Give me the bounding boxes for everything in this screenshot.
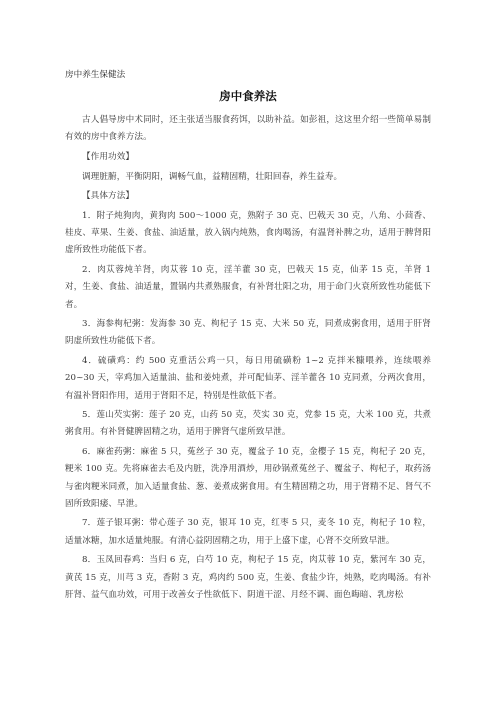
intro-paragraph: 古人倡导房中术同时，还主张适当服食药饵，以助补益。如彭祖，这这里介绍一些简单易制有效的房中食养方法。 [65,115,431,143]
method-item: 4．硫磺鸡：约 500 克重活公鸡一只，每日用硫磺粉 1~2 克拌米糠喂养，连续喂养 20~30 天，宰鸡加入适量油、盐和姜炖煮，并可配仙茅、淫羊藿各 10 克同煮，分两次食用，有温补肾阳作用，适用于肾阳不足，特别是性欲低下者。 [65,356,431,401]
method-item: 2．肉苁蓉炖羊肾，肉苁蓉 10 克，淫羊藿 30 克，巴戟天 15 克，仙茅 15 克，羊肾 1 对，生姜、食盐、油适量，置锅内共煮熟服食，有补肾壮阳之功，用于命门火衰所致性功能低下者。 [65,265,431,310]
method-item: 3．海参枸杞粥：发海参 30 克、枸杞子 15 克、大米 50 克，同煮成粥食用，适用于肝肾阴虚所致性功能低下者。 [65,319,431,347]
method-item: 1．附子炖狗肉，黄狗肉 500～1000 克，熟附子 30 克、巴戟天 30 克，八角、小茴香、桂皮、草果、生姜、食盐、油适量，放入锅内炖熟，食肉喝汤，有温肾补脾之功，适用于脾肾阳虚所致性功能低下者。 [65,211,431,256]
method-item: 8．玉凤回春鸡：当归 6 克，白芍 10 克，枸杞子 15 克，肉苁蓉 10 克，紫河车 30 克，黄芪 15 克，川芎 3 克，香附 3 克，鸡肉约 500 克，生姜、食盐少许，炖熟，吃肉喝汤。有补肝肾、益气血功效，可用于改善女子性欲低下、阴道干涩、月经不调、面色晦暗、乳房松 [65,555,431,600]
running-header: 房中养生保健法 [65,70,126,80]
method-item: 6．麻雀药粥：麻雀 5 只，菟丝子 30 克，覆盆子 10 克，金樱子 15 克，枸杞子 20 克，粳米 100 克。先将麻雀去毛及内脏，洗净用酒炒，用砂锅煮菟丝子、覆盆子、枸杞子，取药汤与雀肉粳米同煮，加入适量食盐、葱、姜煮成粥食用。有生精固精之功，用于肾精不足、肾气不固所致阳痿、早泄。 [65,447,431,509]
method-heading: 【具体方法】 [82,191,135,202]
effect-heading: 【作用功效】 [82,151,135,162]
method-item: 5．莲山芡实粥：莲子 20 克，山药 50 克，芡实 30 克，党参 15 克，大米 100 克，共煮粥食用。有补肾健脾固精之功，适用于脾肾气虚所致早泄。 [65,410,431,438]
document-body [65,112,431,606]
method-item: 7．莲子银耳粥：带心莲子 30 克，银耳 10 克，红枣 5 只，麦冬 10 克，枸杞子 10 粒，适量冰糖，加水适量炖服。有清心益阴固精之功，用于上盛下虚，心肾不交所致早泄。 [65,518,431,546]
page-title: 房中食养法 [219,89,277,103]
effect-paragraph: 调理脏腑，平衡阴阳，调畅气血，益精固精，壮阳回春，养生益寿。 [82,171,343,182]
